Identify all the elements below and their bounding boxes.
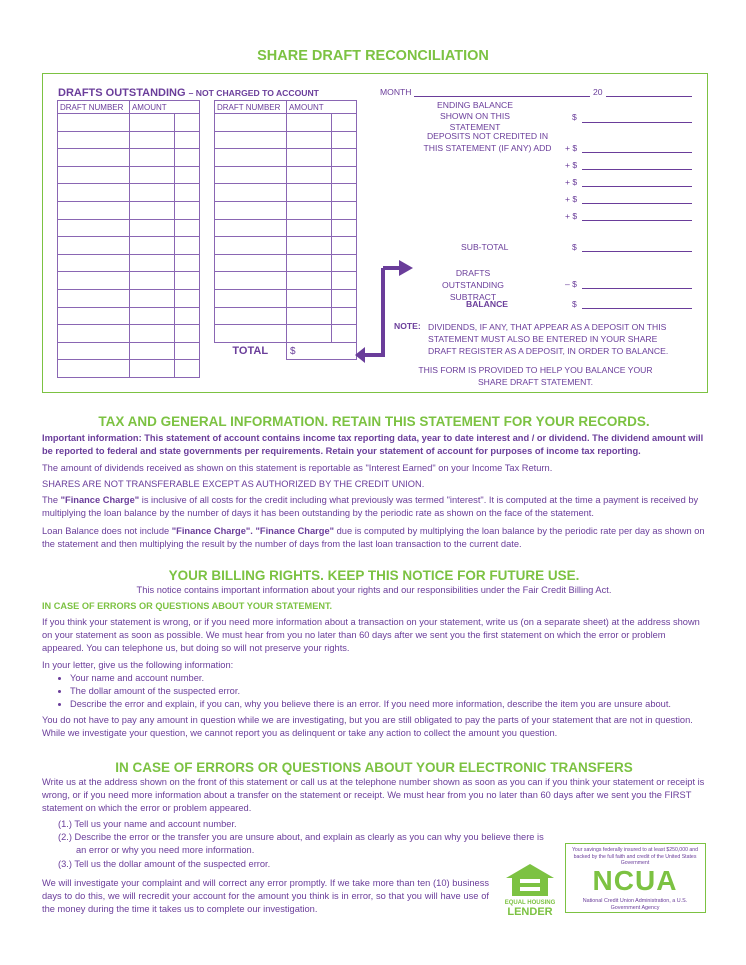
list-item: (3.) Tell us the dollar amount of the suspected error. bbox=[58, 858, 271, 869]
note-text: DIVIDENDS, IF ANY, THAT APPEAR AS A DEPOSIT ON THIS STATEMENT MUST ALSO BE ENTERED IN YOUR SHARE DRAFT REGISTER AS A DEPOSIT, IN ORDER TO BALANCE. bbox=[428, 322, 669, 356]
draft-number-cell[interactable] bbox=[215, 272, 287, 290]
amount-cents-cell[interactable] bbox=[332, 289, 357, 307]
amount-cents-cell[interactable] bbox=[332, 201, 357, 219]
draft-number-cell[interactable] bbox=[58, 166, 130, 184]
amount-cell[interactable] bbox=[129, 325, 174, 343]
amount-cell[interactable] bbox=[129, 114, 174, 132]
amount-cell[interactable] bbox=[286, 307, 331, 325]
billing-section-title: YOUR BILLING RIGHTS. KEEP THIS NOTICE FOR FUTURE USE. bbox=[168, 568, 580, 583]
draft-number-cell[interactable] bbox=[58, 254, 130, 272]
draft-number-cell[interactable] bbox=[215, 289, 287, 307]
note-label: NOTE: bbox=[394, 321, 421, 331]
amount-cents-cell[interactable] bbox=[175, 307, 200, 325]
amount-cell[interactable] bbox=[129, 237, 174, 255]
ending-balance-field[interactable] bbox=[582, 122, 692, 123]
eft-section-title: IN CASE OF ERRORS OR QUESTIONS ABOUT YOUR ELECTRONIC TRANSFERS bbox=[115, 760, 633, 775]
amount-cents-cell[interactable] bbox=[332, 219, 357, 237]
draft-number-cell[interactable] bbox=[215, 307, 287, 325]
amount-cell[interactable] bbox=[286, 184, 331, 202]
amount-cell[interactable] bbox=[129, 219, 174, 237]
tax-section-title: TAX AND GENERAL INFORMATION. RETAIN THIS STATEMENT FOR YOUR RECORDS. bbox=[98, 414, 650, 429]
equal-housing-line1: EQUAL HOUSING bbox=[504, 900, 556, 906]
help-text: THIS FORM IS PROVIDED TO HELP YOU BALANCE YOUR SHARE DRAFT STATEMENT. bbox=[418, 365, 653, 387]
amount-cents-cell[interactable] bbox=[332, 149, 357, 167]
ncua-bottom-text: National Credit Union Administration, a U.S. Government Agency bbox=[582, 898, 688, 911]
draft-number-cell[interactable] bbox=[58, 184, 130, 202]
billing-paragraph: In your letter, give us the following information: bbox=[42, 660, 234, 670]
drafts-table-right bbox=[214, 100, 357, 360]
amount-cell[interactable] bbox=[129, 131, 174, 149]
year-label: 20 bbox=[593, 87, 603, 97]
ncua-name: NCUA bbox=[592, 865, 678, 896]
list-item: • Describe the error and explain, if you can, why you believe there is an error. If you need more information, describe the item you are unsure about. bbox=[70, 698, 706, 711]
amount-cell[interactable] bbox=[286, 166, 331, 184]
list-item: • The dollar amount of the suspected error. bbox=[70, 685, 706, 698]
ending-balance-label: ENDING BALANCE SHOWN ON THIS STATEMENT bbox=[437, 100, 513, 132]
dollar-sign: $ bbox=[572, 112, 577, 122]
tax-paragraph: The amount of dividends received as shown on this statement is reportable as "Interest Earned" on your Income Tax Return. bbox=[42, 463, 553, 473]
amount-cell[interactable] bbox=[129, 360, 174, 378]
column-header: AMOUNT bbox=[286, 101, 356, 114]
amount-cents-cell[interactable] bbox=[175, 237, 200, 255]
amount-cell[interactable] bbox=[129, 254, 174, 272]
drafts-outstanding-field[interactable] bbox=[582, 288, 692, 289]
amount-cents-cell[interactable] bbox=[332, 325, 357, 343]
draft-number-cell[interactable] bbox=[215, 166, 287, 184]
draft-number-cell[interactable] bbox=[215, 114, 287, 132]
draft-number-cell[interactable] bbox=[58, 237, 130, 255]
amount-cell[interactable] bbox=[129, 201, 174, 219]
amount-cents-cell[interactable] bbox=[175, 114, 200, 132]
column-header: AMOUNT bbox=[129, 101, 199, 114]
amount-cell[interactable] bbox=[129, 307, 174, 325]
amount-cents-cell[interactable] bbox=[332, 114, 357, 132]
list-item: (1.) Tell us your name and account number. bbox=[58, 819, 237, 829]
dollar-sign: $ bbox=[572, 242, 577, 252]
tax-important-text: Important information: This statement of account contains income tax reporting data, year to date interest and / or dividend. The dividend amount will be reported to federal and state governments per requirements. Retain your statement of account for purposes of income tax reporting. bbox=[42, 433, 704, 457]
draft-number-cell[interactable] bbox=[215, 201, 287, 219]
month-label: MONTH bbox=[380, 87, 412, 97]
arrow-icon bbox=[355, 255, 415, 365]
deposit-field[interactable] bbox=[582, 152, 692, 153]
draft-number-cell[interactable] bbox=[58, 325, 130, 343]
draft-number-cell[interactable] bbox=[58, 149, 130, 167]
plus-dollar: + $ bbox=[565, 143, 578, 153]
list-item: (2.) Describe the error or the transfer you are unsure about, and explain as clearly as you can why you believe there is bbox=[58, 832, 544, 843]
amount-cents-cell[interactable] bbox=[175, 149, 200, 167]
draft-number-cell[interactable] bbox=[215, 254, 287, 272]
amount-cents-cell[interactable] bbox=[332, 307, 357, 325]
draft-number-cell[interactable] bbox=[58, 114, 130, 132]
draft-number-cell[interactable] bbox=[58, 289, 130, 307]
amount-cents-cell[interactable] bbox=[332, 254, 357, 272]
deposit-field[interactable] bbox=[582, 169, 692, 170]
amount-cents-cell[interactable] bbox=[175, 289, 200, 307]
amount-cell[interactable] bbox=[286, 325, 331, 343]
deposit-field[interactable] bbox=[582, 203, 692, 204]
draft-number-cell[interactable] bbox=[215, 219, 287, 237]
amount-cell[interactable] bbox=[286, 114, 331, 132]
amount-cell[interactable] bbox=[286, 272, 331, 290]
billing-subhead: IN CASE OF ERRORS OR QUESTIONS ABOUT YOUR STATEMENT. bbox=[42, 601, 333, 611]
equal-housing-icon bbox=[504, 862, 556, 898]
draft-number-cell[interactable] bbox=[58, 307, 130, 325]
page-title: SHARE DRAFT RECONCILIATION bbox=[257, 48, 489, 64]
list-item: an error or why you need more information. bbox=[76, 845, 255, 856]
list-item: • Your name and account number. bbox=[70, 672, 706, 685]
billing-bullets bbox=[42, 672, 706, 712]
amount-cell[interactable] bbox=[129, 342, 174, 360]
subtotal-label: SUB-TOTAL bbox=[461, 242, 509, 252]
amount-cents-cell[interactable] bbox=[332, 166, 357, 184]
drafts-table-left bbox=[57, 100, 200, 378]
dollar-sign: $ bbox=[572, 299, 577, 309]
amount-cents-cell[interactable] bbox=[175, 360, 200, 378]
total-label-cell: TOTAL bbox=[232, 345, 269, 358]
amount-cents-cell[interactable] bbox=[175, 219, 200, 237]
amount-cell[interactable] bbox=[286, 201, 331, 219]
amount-cents-cell[interactable] bbox=[175, 184, 200, 202]
draft-number-cell[interactable] bbox=[215, 184, 287, 202]
plus-dollar: + $ bbox=[565, 211, 578, 221]
amount-cell[interactable] bbox=[286, 237, 331, 255]
ncua-logo bbox=[565, 843, 706, 913]
amount-cell[interactable] bbox=[286, 131, 331, 149]
eft-paragraph: Write us at the address shown on the front of this statement or call us at the telephone number shown as soon as you can if you think your statement or receipt is wrong, or if you need more information about a transfer on the statement or receipt. We must hear from you no later than 60 days after we sent you the FIRST statement on which the error or problem appeared. bbox=[42, 777, 705, 814]
amount-cents-cell[interactable] bbox=[332, 131, 357, 149]
loan-balance-paragraph: Loan Balance does not include "Finance Charge". "Finance Charge" due is computed by multiplying the loan balance by the periodic rate per day as shown on the statement and then multiplying the result by the number of days from the last loan transaction to the current date. bbox=[42, 526, 705, 550]
eft-list bbox=[58, 818, 568, 871]
plus-dollar: + $ bbox=[565, 160, 578, 170]
deposit-field[interactable] bbox=[582, 220, 692, 221]
plus-dollar: + $ bbox=[565, 194, 578, 204]
deposit-field[interactable] bbox=[582, 186, 692, 187]
billing-notice: This notice contains important information about your rights and our responsibilities under the Fair Credit Billing Act. bbox=[136, 585, 612, 595]
minus-dollar: – $ bbox=[565, 279, 577, 289]
amount-cents-cell[interactable] bbox=[175, 272, 200, 290]
equal-housing-line2: LENDER bbox=[507, 906, 553, 918]
amount-cents-cell[interactable] bbox=[332, 272, 357, 290]
eft-paragraph: We will investigate your complaint and will correct any error promptly. If we take more than ten (10) business days to do this, we will recredit your account for the amount you think is in error, so that you will have use of the money during the time it takes us to complete our investigation. bbox=[42, 878, 489, 915]
plus-dollar: + $ bbox=[565, 177, 578, 187]
amount-cents-cell[interactable] bbox=[175, 254, 200, 272]
billing-paragraph: If you think your statement is wrong, or if you need more information about a transaction on your statement, write us (on a separate sheet) at the address shown on your statement as soon as possible. We must hear from you no later than 60 days after we sent you the first statement on which the error or problem appeared. You can telephone us, but doing so will not preserve your rights. bbox=[42, 617, 700, 654]
year-field[interactable] bbox=[606, 96, 692, 97]
amount-cell[interactable] bbox=[286, 254, 331, 272]
draft-number-cell[interactable] bbox=[58, 201, 130, 219]
draft-number-cell[interactable] bbox=[215, 237, 287, 255]
column-header: DRAFT NUMBER bbox=[58, 101, 130, 114]
draft-number-cell[interactable] bbox=[58, 131, 130, 149]
total-amount-cell[interactable]: $ bbox=[286, 342, 356, 360]
amount-cell[interactable] bbox=[286, 219, 331, 237]
amount-cents-cell[interactable] bbox=[332, 184, 357, 202]
amount-cell[interactable] bbox=[129, 289, 174, 307]
billing-paragraph: You do not have to pay any amount in question while we are investigating, but you are still obligated to pay the parts of your statement that are not in question. While we investigate your question, we cannot report you as delinquent or take any action to collect the amount you question. bbox=[42, 715, 693, 739]
amount-cell[interactable] bbox=[129, 149, 174, 167]
draft-number-cell[interactable] bbox=[215, 131, 287, 149]
amount-cell[interactable] bbox=[129, 166, 174, 184]
amount-cell[interactable] bbox=[129, 272, 174, 290]
draft-number-cell[interactable] bbox=[215, 149, 287, 167]
amount-cell[interactable] bbox=[129, 184, 174, 202]
deposits-label: DEPOSITS NOT CREDITED IN THIS STATEMENT (IF ANY) ADD bbox=[423, 131, 552, 153]
amount-cell[interactable] bbox=[286, 289, 331, 307]
amount-cell[interactable] bbox=[286, 149, 331, 167]
amount-cents-cell[interactable] bbox=[175, 166, 200, 184]
balance-field[interactable] bbox=[582, 308, 692, 309]
ncua-top-text: Your savings federally insured to at least $250,000 and backed by the full faith and credit of the United States Government bbox=[571, 847, 699, 866]
draft-number-cell[interactable] bbox=[58, 219, 130, 237]
amount-cents-cell[interactable] bbox=[175, 342, 200, 360]
amount-cents-cell[interactable] bbox=[175, 325, 200, 343]
draft-number-cell[interactable] bbox=[215, 325, 287, 343]
amount-cents-cell[interactable] bbox=[175, 131, 200, 149]
tax-paragraph: SHARES ARE NOT TRANSFERABLE EXCEPT AS AUTHORIZED BY THE CREDIT UNION. bbox=[42, 479, 425, 489]
draft-number-cell[interactable] bbox=[58, 360, 130, 378]
balance-label: BALANCE bbox=[466, 299, 509, 309]
column-header: DRAFT NUMBER bbox=[215, 101, 287, 114]
draft-number-cell[interactable] bbox=[58, 342, 130, 360]
drafts-outstanding-label: DRAFTS OUTSTANDING SUBTRACT bbox=[442, 268, 504, 302]
subtotal-field[interactable] bbox=[582, 251, 692, 252]
month-field[interactable] bbox=[414, 96, 590, 97]
finance-charge-paragraph: The "Finance Charge" is inclusive of all costs for the credit including what previously was termed "interest". It is computed at the time a payment is received by multiplying the loan balance by the number of days it has been outstanding by the periodic rate as shown on the face of the statement. bbox=[42, 495, 699, 519]
drafts-outstanding-title: DRAFTS OUTSTANDING – NOT CHARGED TO ACCOUNT bbox=[58, 87, 319, 99]
draft-number-cell[interactable] bbox=[58, 272, 130, 290]
amount-cents-cell[interactable] bbox=[332, 237, 357, 255]
amount-cents-cell[interactable] bbox=[175, 201, 200, 219]
